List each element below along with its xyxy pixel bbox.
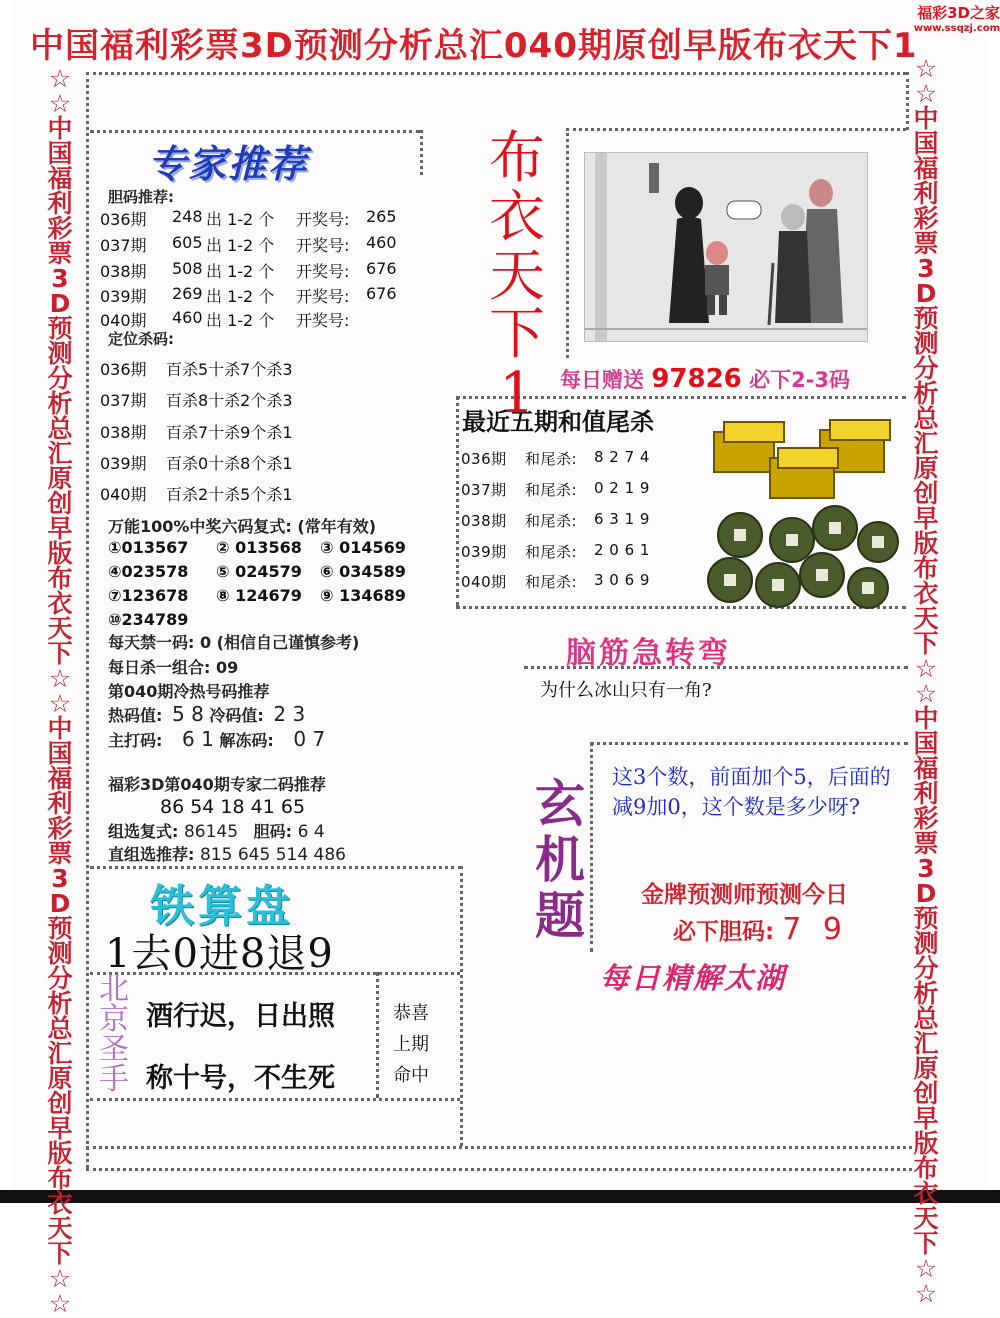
- brain-teaser-heading: 脑筋急转弯: [566, 636, 731, 671]
- divider: [456, 396, 459, 606]
- ban-one-code: 每天禁一码: 0 (相信自己谨慎参考): [108, 633, 360, 652]
- taihu-heading: 每日精解太湖: [600, 961, 787, 995]
- cartoon-photo: [584, 152, 868, 342]
- hit-label-3: 命中: [393, 1065, 429, 1086]
- divider: [906, 72, 909, 130]
- divider: [566, 128, 569, 358]
- page-title: 中国福利彩票3D预测分析总汇040期原创早版布衣天下1: [30, 26, 918, 66]
- poem-line-2: 称十号，不生死: [146, 1063, 335, 1094]
- dan-label: 胆码推荐:: [108, 188, 174, 206]
- divider: [86, 72, 89, 1168]
- divider: [86, 1168, 912, 1171]
- gold-predict-line1: 金牌预测师预测今日: [641, 882, 848, 908]
- divider: [420, 130, 423, 175]
- gold-ingots-coins-icon: [700, 410, 900, 610]
- divider: [590, 742, 593, 952]
- abacus-vertical-label: 北京圣手: [99, 972, 129, 1097]
- bottom-bar: [0, 1190, 1000, 1203]
- divider: [460, 866, 463, 1146]
- abacus-heading: 铁算盘: [150, 881, 294, 932]
- two-code-label: 福彩3D第040期专家二码推荐: [108, 775, 326, 794]
- hot-cold-label: 第040期冷热号码推荐: [108, 682, 270, 701]
- poem-line-1: 酒行迟，日出照: [146, 1001, 335, 1032]
- kill-combo: 每日杀一组合: 09: [108, 658, 239, 677]
- site-logo[interactable]: [898, 2, 1000, 34]
- center-vertical-title: 布衣天下1: [489, 126, 545, 427]
- hit-label-2: 上期: [393, 1034, 429, 1055]
- logo-name: 福彩3D之家: [917, 4, 1000, 22]
- two-code-value: 86 54 18 41 65: [160, 796, 306, 818]
- daily-gift: 每日赠送 97826 必下2-3码: [560, 364, 851, 394]
- divider: [90, 1098, 460, 1101]
- divider: [86, 1146, 912, 1149]
- divider: [376, 972, 379, 1098]
- divider: [566, 128, 906, 131]
- group-row: 组选复式: 86145 胆码: 6 4: [108, 822, 325, 842]
- right-side-banner: ☆☆中国福利彩票3D预测分析总汇原创早版布衣天下☆☆中国福利彩票3D预测分析总汇原创早版布衣天下☆☆: [913, 54, 939, 1308]
- riddle-text: 这3个数，前面加个5，后面的减9加0，这个数是多少呀?: [612, 765, 891, 820]
- riddle-vertical-title: 玄机题: [535, 774, 585, 945]
- direct-row: 直组选推荐: 815 645 514 486: [108, 845, 346, 865]
- abacus-formula: 1去0进8退9: [105, 931, 334, 977]
- divider: [590, 742, 908, 745]
- divider: [90, 866, 462, 869]
- brain-teaser-question: 为什么冰山只有一角?: [540, 680, 712, 701]
- divider: [86, 72, 906, 75]
- main-thaw-row: 主打码: 6 1 解冻码: 0 7: [108, 727, 326, 751]
- sum-tail-title: 最近五期和值尾杀: [462, 407, 654, 436]
- six-code-label: 万能100%中奖六码复式: (常年有效): [108, 517, 377, 536]
- hot-cold-row: 热码值: 5 8 冷码值: 2 3: [108, 702, 306, 726]
- kill-label: 定位杀码:: [108, 330, 174, 348]
- expert-heading: 专家推荐: [148, 142, 309, 186]
- left-side-banner: ☆☆中国福利彩票3D预测分析总汇原创早版布衣天下☆☆中国福利彩票3D预测分析总汇原创早版布衣天下☆☆: [47, 64, 73, 1318]
- logo-url[interactable]: www.ssqzj.com: [913, 23, 1000, 34]
- gold-predict-line2: 必下胆码: 7 9: [673, 912, 848, 947]
- hit-label-1: 恭喜: [393, 1003, 429, 1024]
